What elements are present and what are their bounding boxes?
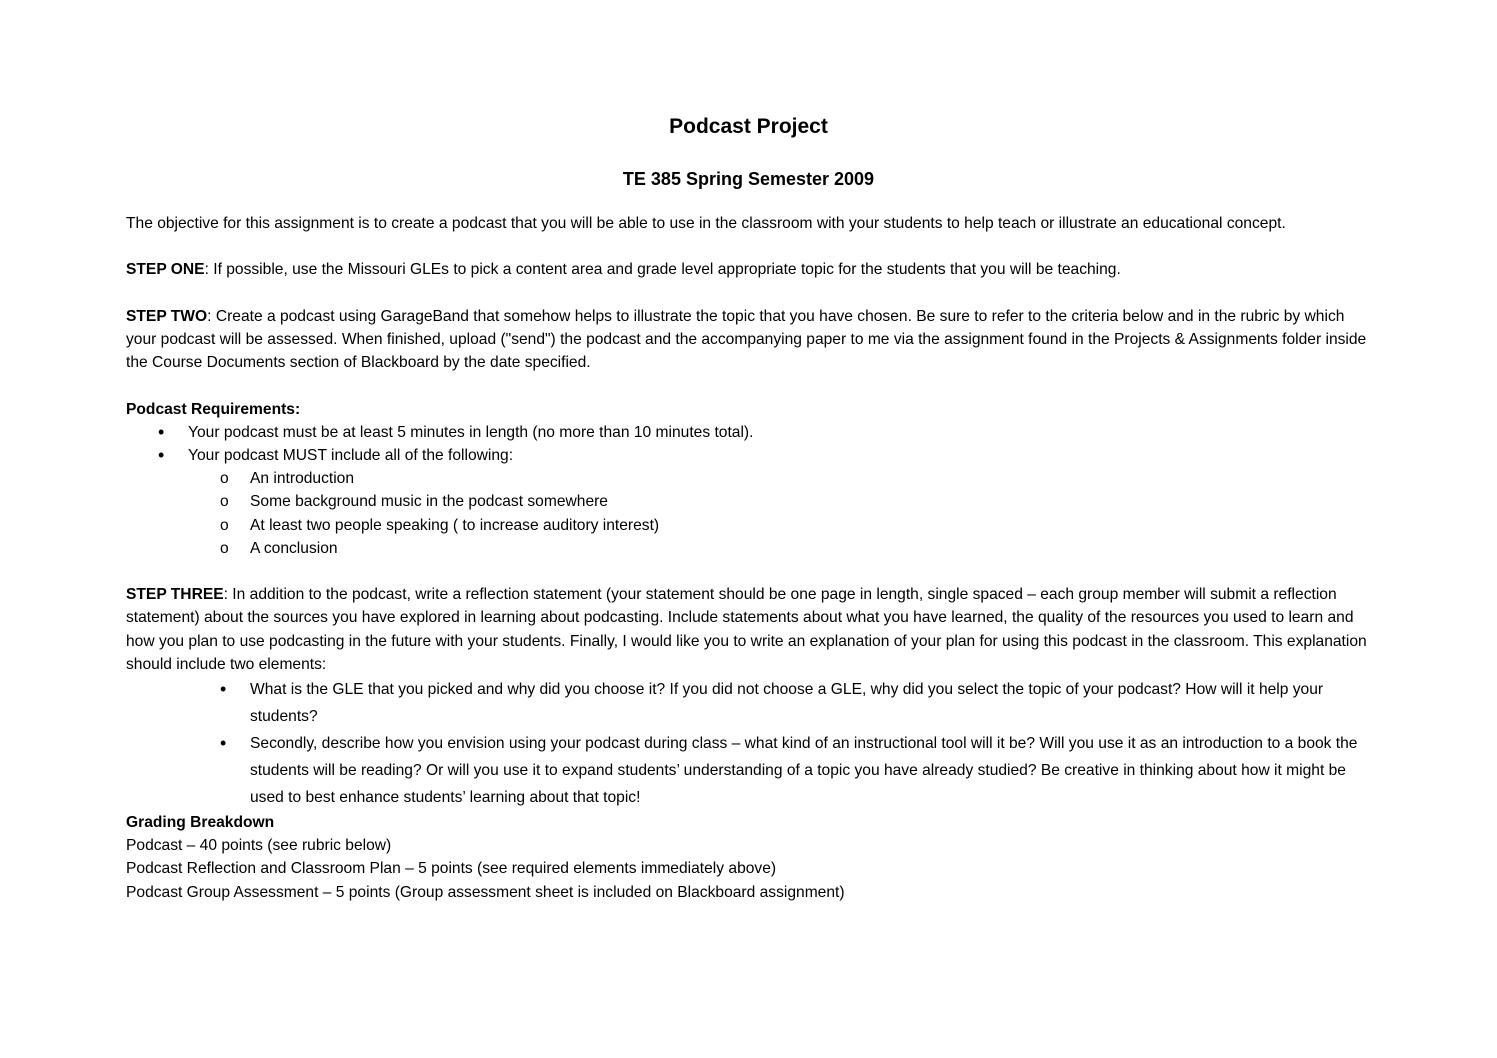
sub-requirement-text: At least two people speaking ( to increase auditory interest) (250, 516, 660, 534)
grading-line: Podcast – 40 points (see rubric below) (126, 837, 392, 855)
step-two-paragraph (126, 305, 1371, 375)
sub-requirement-text: An introduction (250, 470, 355, 488)
step-three-paragraph (126, 583, 1371, 676)
grading-line: Podcast Group Assessment – 5 points (Group assessment sheet is included on Blackboard assignment) (126, 883, 845, 901)
list-item (126, 421, 1371, 444)
step-two-text: : Create a podcast using GarageBand that somehow helps to illustrate the topic that you have chosen. Be sure to refer to the criteria below and in the rubric by which your podcast will be assessed. When finished, upload ("send") the podcast and the accompanying paper to me via the assignment found in the Projects & Assignments folder inside the Course Documents section of Blackboard by the date specified. (126, 307, 1367, 372)
sub-bullet-icon: o (220, 516, 229, 534)
bullet-icon: • (220, 679, 227, 699)
step-two-label: STEP TWO (126, 307, 208, 325)
list-item (126, 676, 1371, 730)
list-item (126, 444, 1371, 467)
requirement-text: Your podcast MUST include all of the following: (188, 446, 514, 464)
bullet-icon: • (158, 444, 165, 465)
list-item (126, 537, 1371, 560)
step-one-text: : If possible, use the Missouri GLEs to pick a content area and grade level appropriate topic for the students that you will be teaching. (204, 261, 1121, 279)
bullet-icon: • (220, 733, 227, 753)
requirements-heading: Podcast Requirements: (126, 400, 301, 418)
bullet-icon: • (158, 421, 165, 442)
sub-bullet-icon: o (220, 539, 229, 557)
document-subtitle: TE 385 Spring Semester 2009 (622, 169, 875, 189)
sub-bullet-icon: o (220, 470, 229, 488)
sub-requirement-text: Some background music in the podcast somewhere (250, 493, 608, 511)
step-three-text: : In addition to the podcast, write a reflection statement (your statement should be one page in length, single spaced – each group member will submit a reflection statement) about the sources you have explored in learning about podcasting. Include statements about what you have learned, the quality of the resources you used to learn and how you plan to use podcasting in the future with your students. Finally, I would like you to write an explanation of your plan for using this podcast in the classroom. This explanation should include two elements: (126, 586, 1367, 673)
sub-bullet-icon: o (220, 493, 229, 511)
requirements-list (126, 421, 1371, 560)
document-title: Podcast Project (669, 115, 828, 138)
grading-line: Podcast Reflection and Classroom Plan – 5 points (see required elements immediately above) (126, 860, 777, 878)
element-text: Secondly, describe how you envision using your podcast during class – what kind of an instructional tool will it be? Will you use it as an introduction to a book the students will be reading? Or will you use it to expand students’ understanding of a topic you have already studied? Be creative in thinking about how it might be used to best enhance students’ learning about that topic! (250, 735, 1358, 806)
step-three-elements-list (126, 676, 1371, 811)
document-body (126, 212, 1371, 904)
step-three-label: STEP THREE (126, 586, 224, 604)
list-item (126, 467, 1371, 490)
list-item (126, 490, 1371, 513)
step-one-paragraph (126, 258, 1371, 281)
sub-requirement-text: A conclusion (250, 539, 338, 557)
objective-paragraph: The objective for this assignment is to create a podcast that you will be able to use in the classroom with your students to help teach or illustrate an educational concept. (126, 215, 1286, 232)
grading-heading: Grading Breakdown (126, 814, 275, 831)
list-item (126, 514, 1371, 537)
step-one-label: STEP ONE (126, 261, 205, 279)
requirement-text: Your podcast must be at least 5 minutes in length (no more than 10 minutes total). (188, 423, 754, 441)
list-item (126, 730, 1371, 811)
element-text: What is the GLE that you picked and why did you choose it? If you did not choose a GLE, why did you select the topic of your podcast? How will it help your students? (250, 681, 1324, 725)
